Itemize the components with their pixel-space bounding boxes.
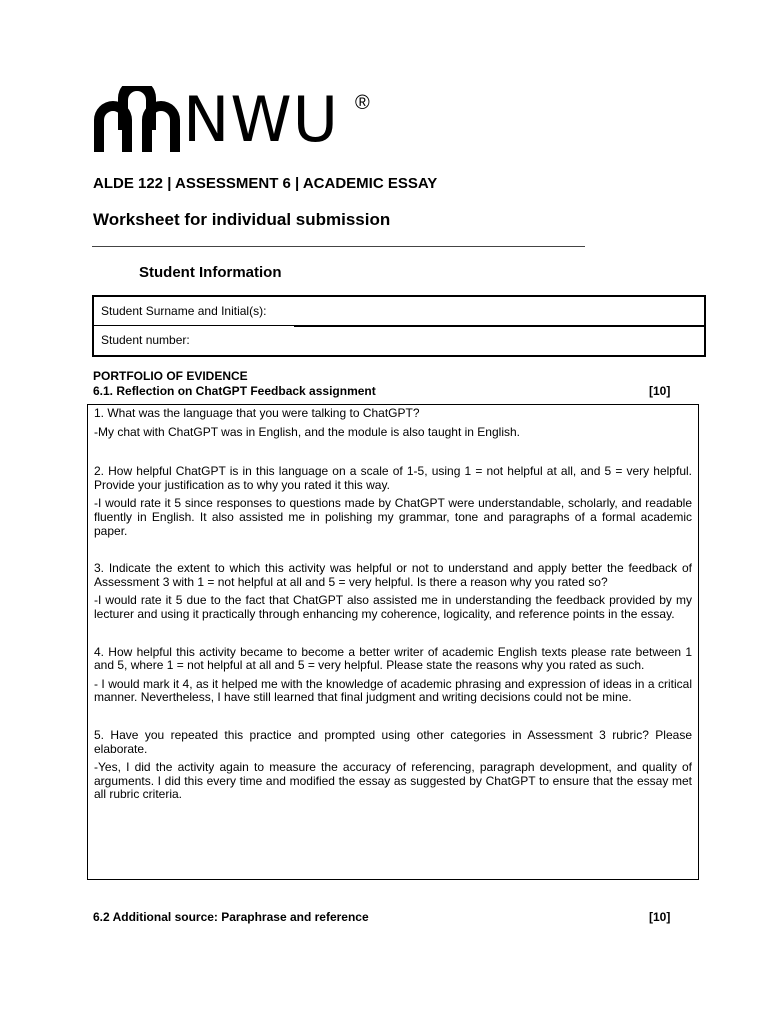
reflection-answers-box <box>87 404 699 880</box>
registered-mark: ® <box>355 92 370 114</box>
document-title: ALDE 122 | ASSESSMENT 6 | ACADEMIC ESSAY <box>93 175 438 192</box>
section-6-1-mark: [10] <box>649 384 671 398</box>
document-subtitle: Worksheet for individual submission <box>93 210 391 229</box>
surname-label: Student Surname and Initial(s): <box>101 304 267 318</box>
section-6-1-title: 6.1. Reflection on ChatGPT Feedback assignment <box>93 384 376 398</box>
question-3: 3. Indicate the extent to which this activity was helpful or not to understand and apply better the feedback of Assessment 3 with 1 = not helpful at all and 5 = very helpful. Is there a reason why you rated so? <box>94 561 692 589</box>
student-number-label: Student number: <box>101 333 190 347</box>
question-2: 2. How helpful ChatGPT is in this language on a scale of 1-5, using 1 = not helpful at all, and 5 = very helpful. Provide your justification as to why you rated it this way. <box>94 464 692 492</box>
portfolio-heading: PORTFOLIO OF EVIDENCE <box>93 369 248 383</box>
answer-5: -Yes, I did the activity again to measure the accuracy of referencing, paragraph development, and quality of arguments. I did this every time and modified the essay as suggested by ChatGPT to ensure that the essay met all rubric criteria. <box>94 760 692 802</box>
surname-input-line[interactable] <box>294 325 704 327</box>
student-info-heading: Student Information <box>139 264 282 281</box>
answer-3: -I would rate it 5 due to the fact that ChatGPT also assisted me in understanding the feedback provided by my lecturer and using it practically through enhancing my coherence, logicality, and reference points in the essay. <box>94 593 692 621</box>
question-1: 1. What was the language that you were talking to ChatGPT? <box>94 406 420 420</box>
nwu-emblem-icon <box>92 86 182 156</box>
answer-4: - I would mark it 4, as it helped me with the knowledge of academic phrasing and expression of ideas in a critical manner. Nevertheless, I have still learned that final judgment and writing decisions could not be mine. <box>94 676 692 705</box>
answer-1: -My chat with ChatGPT was in English, and the module is also taught in English. <box>94 424 520 439</box>
question-5: 5. Have you repeated this practice and prompted using other categories in Assessment 3 rubric? Please elaborate. <box>94 727 692 756</box>
answer-2: -I would rate it 5 since responses to questions made by ChatGPT were understandable, scholarly, and readable fluently in English. It also assisted me in polishing my grammar, tone and paragraphs of a formal academic paper. <box>94 496 692 538</box>
logo-wordmark: NWU <box>183 83 340 156</box>
title-divider <box>92 246 585 247</box>
student-info-table <box>92 295 706 357</box>
section-6-2-title: 6.2 Additional source: Paraphrase and reference <box>93 910 369 924</box>
section-6-2-mark: [10] <box>649 910 671 924</box>
question-4: 4. How helpful this activity became to become a better writer of academic English texts please rate between 1 and 5, where 1 = not helpful at all and 5 = very helpful. Please state the reasons why you rated as such. <box>94 644 692 673</box>
